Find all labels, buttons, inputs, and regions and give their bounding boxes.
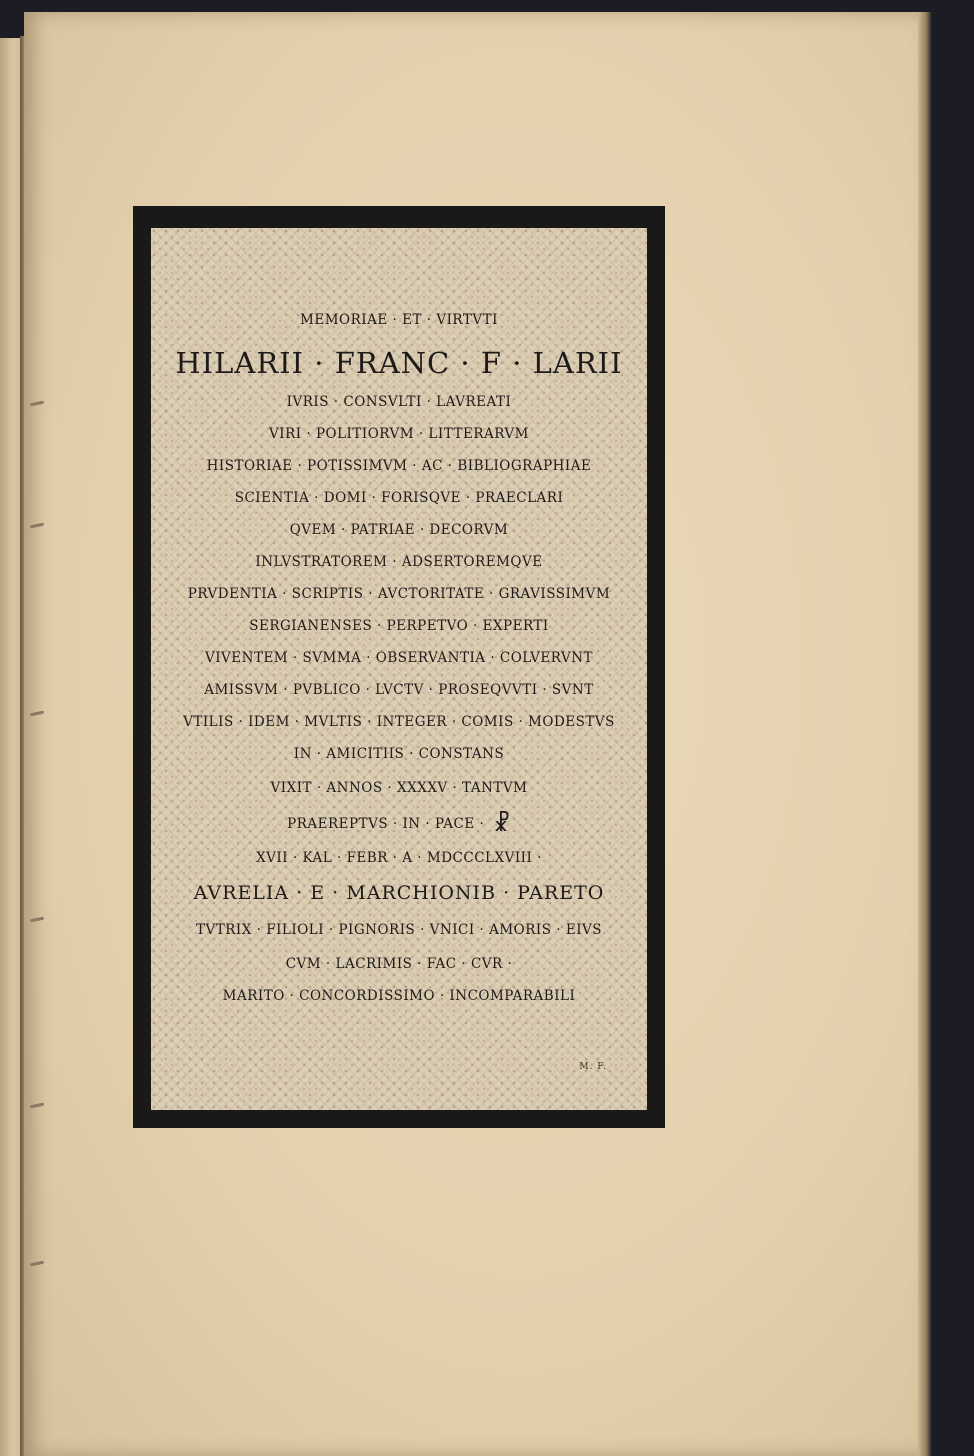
engraver-signature: M. F. (579, 1062, 607, 1072)
inscription-line: MEMORIAE · ET · VIRTVTI (300, 312, 498, 328)
inscription-date-line: XVII · KAL · FEBR · A · MDCCCLXVIII · (256, 850, 542, 866)
inscription-line: HISTORIAE · POTISSIMVM · AC · BIBLIOGRAPHIAE (206, 458, 592, 474)
inscription-panel (151, 228, 647, 1110)
inscription-line: QVEM · PATRIAE · DECORVM (289, 522, 509, 538)
page-right-edge (918, 12, 932, 1456)
inscription-line: MARITO · CONCORDISSIMO · INCOMPARABILI (222, 988, 576, 1004)
inscription-line: INLVSTRATOREM · ADSERTOREMQVE (255, 554, 543, 570)
inscription-line: PRVDENTIA · SCRIPTIS · AVCTORITATE · GRAVISSIMVM (187, 586, 611, 602)
inscription-dedicator-line: AVRELIA · E · MARCHIONIB · PARETO (193, 882, 605, 904)
inscription-line: VIVENTEM · SVMMA · OBSERVANTIA · COLVERVNT (204, 650, 594, 666)
inscription-line: IVRIS · CONSVLTI · LAVREATI (286, 394, 512, 410)
inscription-text: PRAEREPTVS · IN · PACE · (287, 816, 485, 832)
inscription-line: TVTRIX · FILIOLI · PIGNORIS · VNICI · AMORIS · EIVS (195, 922, 603, 938)
chi-rho-icon: ☧ (493, 812, 511, 837)
inscription-line: SCIENTIA · DOMI · FORISQVE · PRAECLARI (234, 490, 564, 506)
inscription-line: VTILIS · IDEM · MVLTIS · INTEGER · COMIS · MODESTVS (183, 714, 615, 730)
inscription-name-line: HILARII · FRANC · F · LARII (175, 346, 623, 380)
inscription-line: VIXIT · ANNOS · XXXXV · TANTVM (270, 780, 528, 796)
memorial-black-border (133, 206, 665, 1128)
inscription-line: IN · AMICITIIS · CONSTANS (293, 746, 505, 762)
inscription-line: AMISSVM · PVBLICO · LVCTV · PROSEQVVTI · SVNT (204, 682, 594, 698)
inscription-line: SERGIANENSES · PERPETVO · EXPERTI (249, 618, 549, 634)
inscription-line: VIRI · POLITIORVM · LITTERARVM (268, 426, 530, 442)
inscription-line-with-symbol (151, 812, 647, 837)
inscription-line: CVM · LACRIMIS · FAC · CVR · (285, 956, 513, 972)
